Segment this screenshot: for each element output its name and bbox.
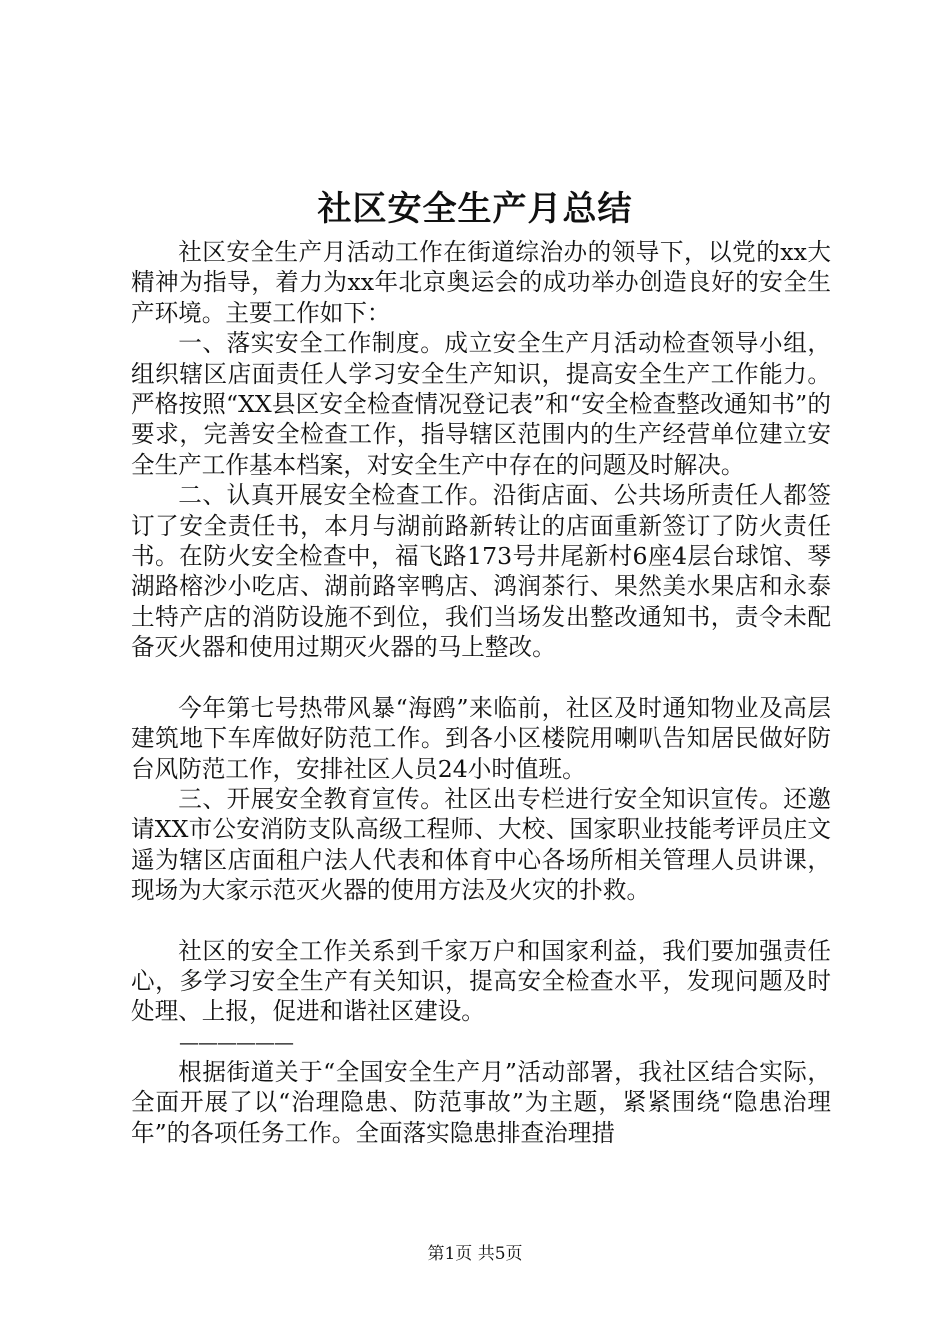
document-body bbox=[131, 237, 831, 1148]
paragraph-intro: 社区安全生产月活动工作在街道综治办的领导下，以党的xx大精神为指导，着力为xx年北京奥运会的成功举办创造良好的安全生产环境。主要工作如下： bbox=[131, 238, 831, 327]
page-footer: 第1页 共5页 bbox=[427, 1244, 523, 1264]
paragraph-conclusion: 社区的安全工作关系到千家万户和国家利益，我们要加强责任心，多学习安全生产有关知识，提高安全检查水平，发现问题及时处理、上报，促进和谐社区建设。 bbox=[131, 936, 831, 1026]
paragraph-section-3: 三、开展安全教育宣传。社区出专栏进行安全知识宣传。还邀请XX市公安消防支队高级工程师、大校、国家职业技能考评员庄文遥为辖区店面租户法人代表和体育中心各场所相关管理人员讲课，现场为大家示范灭火器的使用方法及火灾的扑救。 bbox=[131, 784, 831, 905]
paragraph-gap bbox=[131, 906, 831, 936]
paragraph-section-1: 一、落实安全工作制度。成立安全生产月活动检查领导小组，组织辖区店面责任人学习安全生产知识，提高安全生产工作能力。严格按照“XX县区安全检查情况登记表”和“安全检查整改通知书”的要求，完善安全检查工作，指导辖区范围内的生产经营单位建立安全生产工作基本档案，对安全生产中存在的问题及时解决。 bbox=[131, 329, 831, 479]
document-title: 社区安全生产月总结 bbox=[317, 189, 633, 229]
paragraph-continuation: 根据街道关于“全国安全生产月”活动部署，我社区结合实际，全面开展了以“治理隐患、防范事故”为主题，紧紧围绕“隐患治理年”的各项任务工作。全面落实隐患排查治理措 bbox=[131, 1057, 831, 1147]
paragraph-typhoon: 今年第七号热带风暴“海鸥”来临前，社区及时通知物业及高层建筑地下车库做好防范工作。到各小区楼院用喇叭告知居民做好防台风防范工作，安排社区人员24小时值班。 bbox=[131, 693, 831, 783]
paragraph-gap bbox=[131, 663, 831, 693]
paragraph-section-2: 二、认真开展安全检查工作。沿街店面、公共场所责任人都签订了安全责任书，本月与湖前路新转让的店面重新签订了防火责任书。在防火安全检查中，福飞路173号井尾新村6座4层台球馆、琴湖路榕沙小吃店、湖前路宰鸭店、鸿润茶行、果然美水果店和永泰土特产店的消防设施不到位，我们当场发出整改通知书，责令未配备灭火器和使用过期灭火器的马上整改。 bbox=[131, 481, 831, 662]
separator-line: —————— bbox=[179, 1029, 293, 1054]
